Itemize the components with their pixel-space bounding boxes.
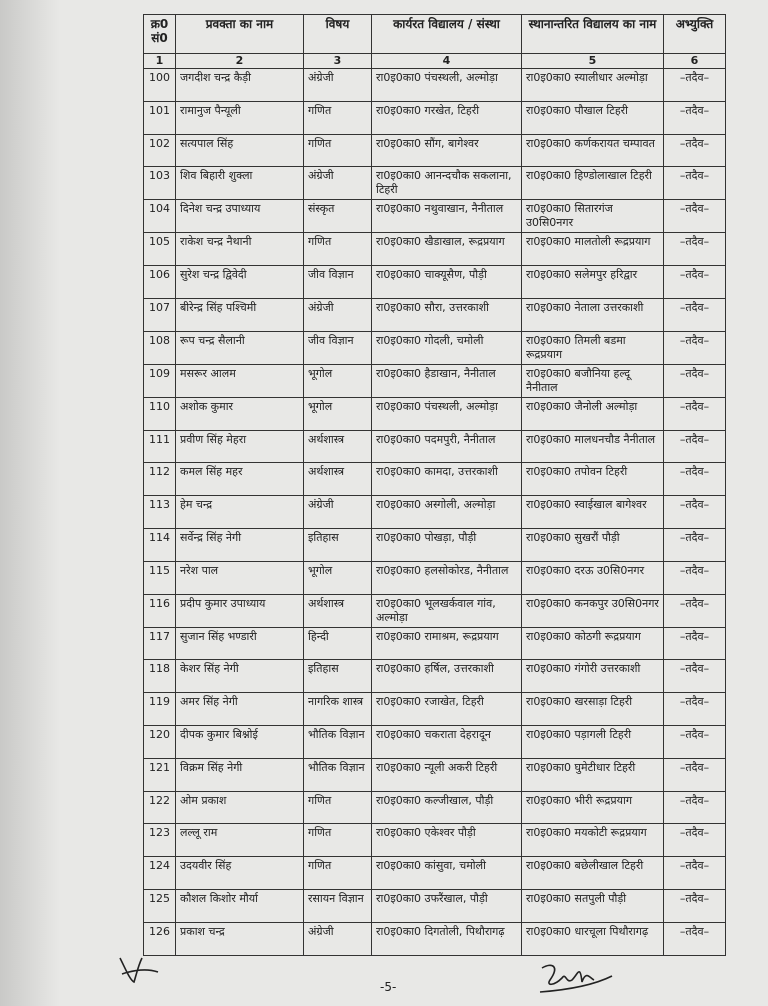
cell-current-school: रा0इ0का0 उफरैंखाल, पौड़ी [372,889,522,922]
cell-subject: भूगोल [304,397,372,430]
cell-transfer-school: रा0इ0का0 तपोवन टिहरी [522,463,664,496]
table-row [144,824,726,857]
cell-serial: 103 [144,167,176,200]
cell-transfer-school: रा0इ0का0 सुखरौं पौड़ी [522,528,664,561]
cell-subject: रसायन विज्ञान [304,889,372,922]
table-row [144,791,726,824]
cell-subject: जीव विज्ञान [304,331,372,364]
cell-remark: –तदैव– [664,397,726,430]
cell-subject: अर्थशास्त्र [304,594,372,627]
cell-transfer-school: रा0इ0का0 पौखाल टिहरी [522,101,664,134]
cell-current-school: रा0इ0का0 चकराता देहरादून [372,725,522,758]
table-row [144,331,726,364]
cell-teacher-name: जगदीश चन्द्र कैड़ी [176,69,304,102]
cell-transfer-school: रा0इ0का0 सितारगंज उ0सि0नगर [522,200,664,233]
cell-teacher-name: सुजान सिंह भण्डारी [176,627,304,660]
cell-serial: 126 [144,922,176,955]
table-row [144,627,726,660]
cell-remark: –तदैव– [664,266,726,299]
cell-remark: –तदैव– [664,660,726,693]
cell-current-school: रा0इ0का0 नथुवाखान, नैनीताल [372,200,522,233]
initials-signature-right [536,956,616,1000]
cell-current-school: रा0इ0का0 रजाखेत, टिहरी [372,693,522,726]
cell-remark: –तदैव– [664,824,726,857]
cell-subject: जीव विज्ञान [304,266,372,299]
cell-current-school: रा0इ0का0 पंचस्थली, अल्मोड़ा [372,397,522,430]
table-row [144,233,726,266]
col-header-remark: अभ्युक्ति [664,15,726,54]
table-row [144,725,726,758]
cell-teacher-name: अमर सिंह नेगी [176,693,304,726]
cell-transfer-school: रा0इ0का0 नेताला उत्तरकाशी [522,298,664,331]
cell-serial: 113 [144,496,176,529]
cell-transfer-school: रा0इ0का0 सलेमपुर हरिद्वार [522,266,664,299]
cell-remark: –तदैव– [664,101,726,134]
table-row [144,298,726,331]
cell-teacher-name: सत्यपाल सिंह [176,134,304,167]
cell-serial: 101 [144,101,176,134]
cell-serial: 120 [144,725,176,758]
cell-transfer-school: रा0इ0का0 सतपुली पौड़ी [522,889,664,922]
cell-remark: –तदैव– [664,463,726,496]
cell-remark: –तदैव– [664,200,726,233]
cell-remark: –तदैव– [664,298,726,331]
cell-teacher-name: हेम चन्द्र [176,496,304,529]
cell-serial: 112 [144,463,176,496]
cell-subject: भूगोल [304,364,372,397]
col-header-name: प्रवक्ता का नाम [176,15,304,54]
cell-subject: अर्थशास्त्र [304,430,372,463]
cell-current-school: रा0इ0का0 खैडाखाल, रूद्रप्रयाग [372,233,522,266]
table-row [144,889,726,922]
cell-remark: –तदैव– [664,364,726,397]
transfer-table [143,14,726,956]
cell-subject: अंग्रेजी [304,496,372,529]
cell-teacher-name: प्रदीप कुमार उपाध्याय [176,594,304,627]
cell-teacher-name: दिनेश चन्द्र उपाध्याय [176,200,304,233]
cell-subject: इतिहास [304,660,372,693]
table-row [144,101,726,134]
cell-current-school: रा0इ0का0 हर्षिल, उत्तरकाशी [372,660,522,693]
cell-transfer-school: रा0इ0का0 मालधनचौड नैनीताल [522,430,664,463]
cell-current-school: रा0इ0का0 एकेश्वर पौड़ी [372,824,522,857]
cell-teacher-name: सर्वेन्द्र सिंह नेगी [176,528,304,561]
initials-signature-left [112,948,164,988]
cell-subject: हिन्दी [304,627,372,660]
cell-transfer-school: रा0इ0का0 धारचूला पिथौरागढ़ [522,922,664,955]
cell-transfer-school: रा0इ0का0 खरसाड़ा टिहरी [522,693,664,726]
cell-serial: 111 [144,430,176,463]
table-row [144,69,726,102]
cell-serial: 109 [144,364,176,397]
cell-subject: गणित [304,134,372,167]
table-row [144,496,726,529]
cell-serial: 125 [144,889,176,922]
cell-teacher-name: दीपक कुमार बिश्नोई [176,725,304,758]
cell-subject: भौतिक विज्ञान [304,758,372,791]
cell-serial: 106 [144,266,176,299]
cell-subject: अंग्रेजी [304,298,372,331]
cell-transfer-school: रा0इ0का0 बजौनिया हल्दू नैनीताल [522,364,664,397]
cell-remark: –तदैव– [664,69,726,102]
col-number-name: 2 [176,54,304,69]
cell-current-school: रा0इ0का0 पदमपुरी, नैनीताल [372,430,522,463]
cell-teacher-name: कमल सिंह महर [176,463,304,496]
col-header-current-school: कार्यरत विद्यालय / संस्था [372,15,522,54]
cell-current-school: रा0इ0का0 आनन्दचौक सकलाना, टिहरी [372,167,522,200]
cell-serial: 119 [144,693,176,726]
cell-remark: –तदैव– [664,594,726,627]
cell-remark: –तदैव– [664,693,726,726]
cell-current-school: रा0इ0का0 चाक्यूसैण, पौड़ी [372,266,522,299]
cell-current-school: रा0इ0का0 कामदा, उत्तरकाशी [372,463,522,496]
cell-subject: अंग्रेजी [304,69,372,102]
table-row [144,528,726,561]
cell-transfer-school: रा0इ0का0 घुमेटीधार टिहरी [522,758,664,791]
cell-current-school: रा0इ0का0 रामाश्रम, रूद्रप्रयाग [372,627,522,660]
cell-subject: अंग्रेजी [304,167,372,200]
cell-teacher-name: प्रकाश चन्द्र [176,922,304,955]
table-row [144,922,726,955]
cell-transfer-school: रा0इ0का0 बछेलीखाल टिहरी [522,857,664,890]
cell-subject: गणित [304,824,372,857]
cell-current-school: रा0इ0का0 हलसोकोरड, नैनीताल [372,561,522,594]
cell-remark: –तदैव– [664,233,726,266]
cell-teacher-name: कौशल किशोर मौर्या [176,889,304,922]
cell-remark: –तदैव– [664,561,726,594]
cell-teacher-name: लल्लू राम [176,824,304,857]
cell-remark: –तदैव– [664,627,726,660]
table-row [144,397,726,430]
table-row [144,134,726,167]
cell-remark: –तदैव– [664,331,726,364]
cell-current-school: रा0इ0का0 गोदली, चमोली [372,331,522,364]
table-body [144,69,726,956]
cell-serial: 124 [144,857,176,890]
col-header-transfer-school: स्थानान्तरित विद्यालय का नाम [522,15,664,54]
col-number-transfer-school: 5 [522,54,664,69]
header-number-row [144,54,726,69]
cell-subject: गणित [304,791,372,824]
cell-transfer-school: रा0इ0का0 मयकोटी रूद्रप्रयाग [522,824,664,857]
cell-remark: –तदैव– [664,791,726,824]
cell-subject: गणित [304,857,372,890]
cell-current-school: रा0इ0का0 अस्गोली, अल्मोड़ा [372,496,522,529]
cell-transfer-school: रा0इ0का0 कनकपुर उ0सि0नगर [522,594,664,627]
cell-transfer-school: रा0इ0का0 स्वाईखाल बागेश्वर [522,496,664,529]
cell-subject: अर्थशास्त्र [304,463,372,496]
cell-teacher-name: उदयवीर सिंह [176,857,304,890]
cell-remark: –तदैव– [664,922,726,955]
col-number-remark: 6 [664,54,726,69]
table-row [144,200,726,233]
cell-subject: संस्कृत [304,200,372,233]
cell-teacher-name: विक्रम सिंह नेगी [176,758,304,791]
cell-teacher-name: प्रवीण सिंह मेहरा [176,430,304,463]
cell-remark: –तदैव– [664,430,726,463]
page-edge-shadow [0,0,60,1006]
cell-serial: 108 [144,331,176,364]
cell-serial: 116 [144,594,176,627]
cell-current-school: रा0इ0का0 पंचस्थली, अल्मोड़ा [372,69,522,102]
cell-remark: –तदैव– [664,134,726,167]
table-row [144,167,726,200]
cell-remark: –तदैव– [664,167,726,200]
cell-serial: 105 [144,233,176,266]
cell-current-school: रा0इ0का0 हैडाखान, नैनीताल [372,364,522,397]
cell-teacher-name: सुरेश चन्द्र द्विवेदी [176,266,304,299]
cell-transfer-school: रा0इ0का0 स्यालीधार अल्मोड़ा [522,69,664,102]
table-row [144,594,726,627]
cell-serial: 102 [144,134,176,167]
cell-subject: नागरिक शास्त्र [304,693,372,726]
cell-remark: –तदैव– [664,857,726,890]
cell-current-school: रा0इ0का0 कांसुवा, चमोली [372,857,522,890]
cell-transfer-school: रा0इ0का0 तिमली बडमा रूद्रप्रयाग [522,331,664,364]
cell-subject: भौतिक विज्ञान [304,725,372,758]
cell-teacher-name: रामानुज पैन्यूली [176,101,304,134]
cell-current-school: रा0इ0का0 कल्जीखाल, पौड़ी [372,791,522,824]
cell-serial: 100 [144,69,176,102]
cell-teacher-name: ओम प्रकाश [176,791,304,824]
cell-transfer-school: रा0इ0का0 जैनोली अल्मोड़ा [522,397,664,430]
cell-subject: गणित [304,233,372,266]
cell-serial: 122 [144,791,176,824]
cell-serial: 110 [144,397,176,430]
cell-remark: –तदैव– [664,758,726,791]
cell-teacher-name: बीरेन्द्र सिंह पश्चिमी [176,298,304,331]
table-row [144,561,726,594]
cell-current-school: रा0इ0का0 पोखड़ा, पौड़ी [372,528,522,561]
cell-serial: 117 [144,627,176,660]
cell-serial: 107 [144,298,176,331]
cell-serial: 121 [144,758,176,791]
table-row [144,693,726,726]
cell-transfer-school: रा0इ0का0 हिण्डोलाखाल टिहरी [522,167,664,200]
page-number: -5- [380,980,397,994]
cell-transfer-school: रा0इ0का0 मालतोली रूद्रप्रयाग [522,233,664,266]
cell-current-school: रा0इ0का0 भूलखर्कवाल गांव, अल्मोड़ा [372,594,522,627]
cell-current-school: रा0इ0का0 सौंग, बागेश्वर [372,134,522,167]
col-header-serial: क्र0 सं0 [144,15,176,54]
table-row [144,364,726,397]
cell-remark: –तदैव– [664,889,726,922]
cell-remark: –तदैव– [664,496,726,529]
cell-current-school: रा0इ0का0 गरखेत, टिहरी [372,101,522,134]
cell-transfer-school: रा0इ0का0 गंगोरी उत्तरकाशी [522,660,664,693]
cell-teacher-name: रूप चन्द्र सैलानी [176,331,304,364]
cell-current-school: रा0इ0का0 सौरा, उत्तरकाशी [372,298,522,331]
col-number-serial: 1 [144,54,176,69]
cell-remark: –तदैव– [664,528,726,561]
cell-serial: 115 [144,561,176,594]
cell-transfer-school: रा0इ0का0 दरऊ उ0सि0नगर [522,561,664,594]
cell-teacher-name: केशर सिंह नेगी [176,660,304,693]
cell-current-school: रा0इ0का0 न्यूली अकरी टिहरी [372,758,522,791]
cell-teacher-name: शिव बिहारी शुक्ला [176,167,304,200]
cell-serial: 104 [144,200,176,233]
cell-remark: –तदैव– [664,725,726,758]
cell-transfer-school: रा0इ0का0 कर्णकरायत चम्पावत [522,134,664,167]
cell-serial: 118 [144,660,176,693]
cell-subject: इतिहास [304,528,372,561]
header-title-row [144,15,726,54]
cell-transfer-school: रा0इ0का0 पड़ागली टिहरी [522,725,664,758]
cell-teacher-name: अशोक कुमार [176,397,304,430]
table-row [144,857,726,890]
cell-teacher-name: नरेश पाल [176,561,304,594]
cell-subject: भूगोल [304,561,372,594]
table-row [144,266,726,299]
cell-current-school: रा0इ0का0 दिगतोली, पिथौरागढ़ [372,922,522,955]
cell-transfer-school: रा0इ0का0 कोठगी रूद्रप्रयाग [522,627,664,660]
table-header [144,15,726,69]
cell-serial: 123 [144,824,176,857]
cell-teacher-name: मसरूर आलम [176,364,304,397]
col-header-subject: विषय [304,15,372,54]
cell-serial: 114 [144,528,176,561]
cell-transfer-school: रा0इ0का0 भीरी रूद्रप्रयाग [522,791,664,824]
table-row [144,660,726,693]
col-number-subject: 3 [304,54,372,69]
table-row [144,430,726,463]
table-row [144,758,726,791]
col-number-current-school: 4 [372,54,522,69]
cell-subject: अंग्रेजी [304,922,372,955]
cell-teacher-name: राकेश चन्द्र नैथानी [176,233,304,266]
cell-subject: गणित [304,101,372,134]
table-row [144,463,726,496]
